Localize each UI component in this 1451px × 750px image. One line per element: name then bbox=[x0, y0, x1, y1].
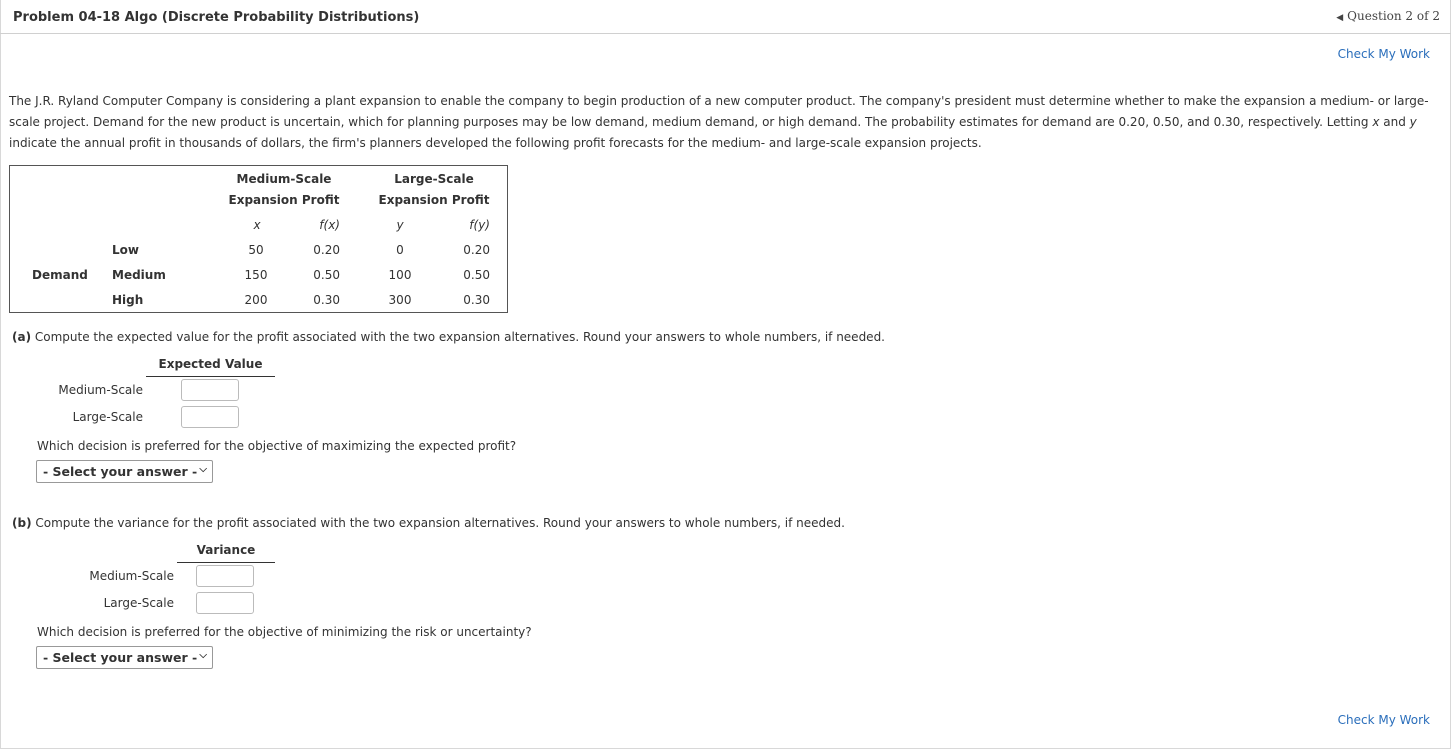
intro-and: and bbox=[1379, 115, 1410, 129]
part-a-medium-label: Medium-Scale bbox=[58, 383, 143, 397]
chevron-down-icon[interactable]: ⌵ bbox=[199, 650, 207, 661]
row-high-fx: 0.30 bbox=[313, 293, 340, 307]
part-a-decision-select[interactable] bbox=[36, 460, 213, 483]
col-fx: f(x) bbox=[319, 218, 340, 232]
part-b-large-label: Large-Scale bbox=[103, 596, 174, 610]
row-high-x: 200 bbox=[244, 293, 268, 307]
part-a-label: (a) bbox=[12, 330, 32, 344]
row-medium-fx: 0.50 bbox=[313, 268, 340, 282]
part-a-instructions bbox=[12, 330, 885, 344]
question-nav[interactable] bbox=[1336, 9, 1440, 23]
col-fy: f(y) bbox=[469, 218, 490, 232]
col-x: x bbox=[253, 218, 261, 232]
variance-header: Variance bbox=[177, 543, 275, 563]
chevron-down-icon[interactable]: ⌵ bbox=[199, 464, 207, 475]
check-my-work-top[interactable]: Check My Work bbox=[1337, 47, 1430, 61]
question-nav-label[interactable]: Question 2 of 2 bbox=[1347, 9, 1440, 23]
row-low-label: Low bbox=[112, 243, 139, 257]
variance-large-input[interactable] bbox=[196, 592, 254, 614]
intro-var-y: y bbox=[1409, 115, 1417, 129]
variance-medium-input[interactable] bbox=[196, 565, 254, 587]
row-low-fx: 0.20 bbox=[313, 243, 340, 257]
caret-left-icon[interactable]: ◀ bbox=[1336, 13, 1344, 23]
row-high-y: 300 bbox=[388, 293, 412, 307]
row-low-fy: 0.20 bbox=[463, 243, 490, 257]
part-b-instructions bbox=[12, 516, 845, 530]
check-my-work-bottom[interactable]: Check My Work bbox=[1337, 713, 1430, 727]
problem-title: Problem 04-18 Algo (Discrete Probability Distributions) bbox=[13, 10, 420, 25]
expected-value-medium-input[interactable] bbox=[181, 379, 239, 401]
part-a-large-label: Large-Scale bbox=[72, 410, 143, 424]
row-medium-y: 100 bbox=[388, 268, 412, 282]
intro-var-x: x bbox=[1372, 115, 1380, 129]
medium-head-2: Expansion Profit bbox=[228, 193, 340, 207]
part-b-medium-label: Medium-Scale bbox=[89, 569, 174, 583]
col-y: y bbox=[396, 218, 404, 232]
problem-header bbox=[0, 0, 1451, 34]
large-head-1: Large-Scale bbox=[394, 172, 474, 186]
medium-head-1: Medium-Scale bbox=[236, 172, 332, 186]
part-b-label: (b) bbox=[12, 516, 32, 530]
part-a-text: Compute the expected value for the profit associated with the two expansion alternatives. Round your answers to whole numbers, if needed. bbox=[31, 330, 885, 344]
row-medium-x: 150 bbox=[244, 268, 268, 282]
part-b-text: Compute the variance for the profit associated with the two expansion alternatives. Round your answers to whole numbers, if needed. bbox=[31, 516, 845, 530]
part-b-decision-select[interactable] bbox=[36, 646, 213, 669]
part-b-select-label[interactable]: - Select your answer - bbox=[43, 650, 198, 665]
row-high-fy: 0.30 bbox=[463, 293, 490, 307]
problem-intro bbox=[9, 91, 1439, 154]
row-high-label: High bbox=[112, 293, 144, 307]
profit-table bbox=[9, 165, 508, 313]
intro-text-1: The J.R. Ryland Computer Company is considering a plant expansion to enable the company to begin production of a new computer product. The company's president must determine whether to make the expansion a medium- or large-scale project. Demand for the new product is uncertain, which for planning purposes may be low demand, medium demand, or high demand. The probability estimates for demand are 0.20, 0.50, and 0.30, respectively. Letting bbox=[9, 94, 1429, 129]
part-b-question: Which decision is preferred for the objective of minimizing the risk or uncertainty? bbox=[37, 625, 532, 639]
part-a-question: Which decision is preferred for the objective of maximizing the expected profit? bbox=[37, 439, 517, 453]
row-medium-label: Medium bbox=[112, 268, 166, 282]
row-low-y: 0 bbox=[396, 243, 404, 257]
large-head-2: Expansion Profit bbox=[378, 193, 490, 207]
row-low-x: 50 bbox=[248, 243, 264, 257]
expected-value-header: Expected Value bbox=[146, 357, 275, 377]
demand-label: Demand bbox=[32, 268, 88, 282]
intro-text-2: indicate the annual profit in thousands of dollars, the firm's planners developed the following profit forecasts for the medium- and large-scale expansion projects. bbox=[9, 136, 982, 150]
part-a-select-label[interactable]: - Select your answer - bbox=[43, 464, 198, 479]
expected-value-large-input[interactable] bbox=[181, 406, 239, 428]
row-medium-fy: 0.50 bbox=[463, 268, 490, 282]
